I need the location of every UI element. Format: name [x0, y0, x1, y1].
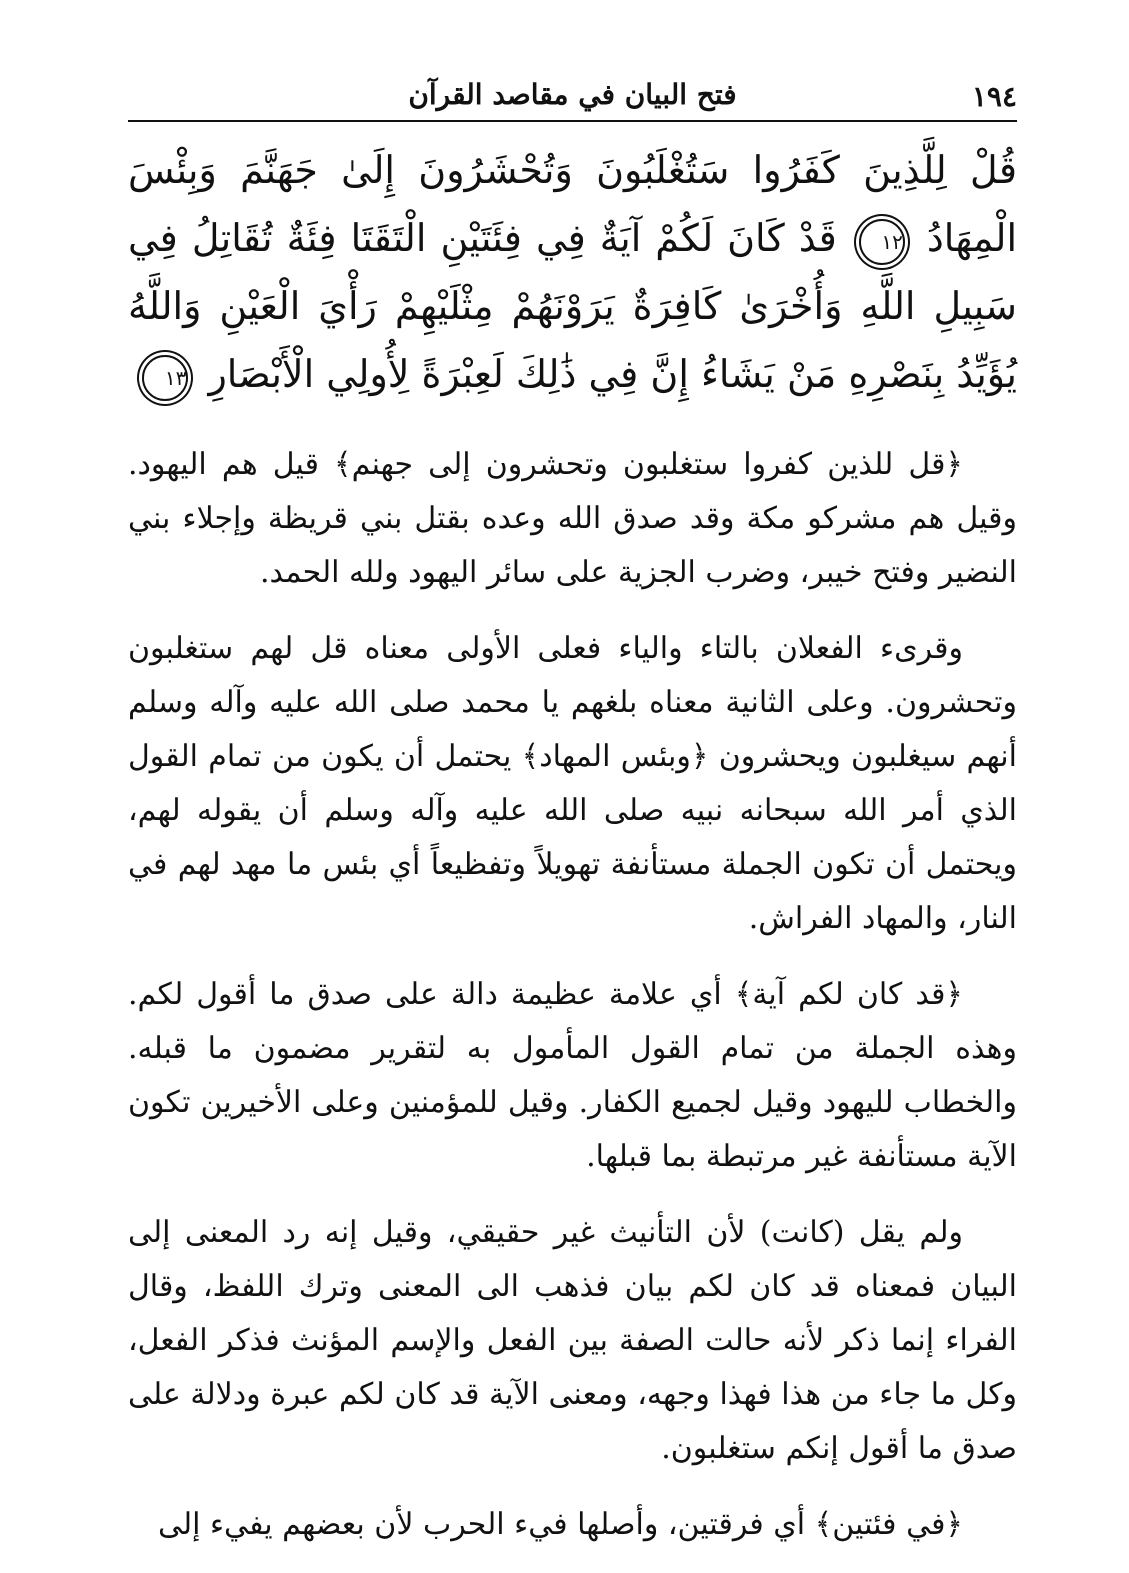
commentary: [128, 438, 1017, 1552]
commentary-paragraph-5: ﴿في فئتين﴾ أي فرقتين، وأصلها فيء الحرب لأن بعضهم يفيء إلى: [157, 1507, 963, 1542]
page-header: [128, 72, 1017, 122]
commentary-paragraph-1: ﴿قل للذين كفروا ستغلبون وتحشرون إلى جهنم﴾ قيل هم اليهود. وقيل هم مشركو مكة وقد صدق الله وعده بقتل بني قريظة وإجلاء بني النضير وفتح خيبر، وضرب الجزية على سائر اليهود ولله الحمد.: [128, 447, 1017, 590]
ayah-number-12: ١٢: [859, 219, 905, 265]
verse-12-text: قُلْ لِلَّذِينَ كَفَرُوا سَتُغْلَبُونَ وَتُحْشَرُونَ إِلَىٰ جَهَنَّمَ وَبِئْسَ الْمِهَادُ: [128, 148, 1017, 260]
page-number: ١٩٤: [971, 80, 1017, 113]
quran-verses: [128, 136, 1017, 408]
commentary-paragraph-2: وقرىء الفعلان بالتاء والياء فعلى الأولى معناه قل لهم ستغلبون وتحشرون. وعلى الثانية معناه بلغهم يا محمد صلى الله عليه وآله وسلم أنهم سيغلبون ويحشرون ﴿وبئس المهاد﴾ يحتمل أن يكون من تمام القول الذي أمر الله سبحانه نبيه صلى الله عليه وآله وسلم أن يقوله لهم، ويحتمل أن تكون الجملة مستأنفة تهويلاً وتفظيعاً أي بئس ما مهد لهم في النار، والمهاد الفراش.: [128, 631, 1017, 936]
verse-13-text: قَدْ كَانَ لَكُمْ آيَةٌ فِي فِئَتَيْنِ الْتَقَتَا فِئَةٌ تُقَاتِلُ فِي سَبِيلِ اللَّهِ وَأُخْرَىٰ كَافِرَةٌ يَرَوْنَهُمْ مِثْلَيْهِمْ رَأْيَ الْعَيْنِ وَاللَّهُ يُؤَيِّدُ بِنَصْرِهِ مَنْ يَشَاءُ إِنَّ فِي ذَٰلِكَ لَعِبْرَةً لِأُولِي الْأَبْصَارِ: [128, 216, 1017, 396]
commentary-paragraph-3: ﴿قد كان لكم آية﴾ أي علامة عظيمة دالة على صدق ما أقول لكم. وهذه الجملة من تمام القول المأمول به لتقرير مضمون ما قبله. والخطاب لليهود وقيل لجميع الكفار. وقيل للمؤمنين وعلى الأخيرين تكون الآية مستأنفة غير مرتبطة بما قبلها.: [128, 977, 1017, 1174]
commentary-paragraph-4: ولم يقل (كانت) لأن التأنيث غير حقيقي، وقيل إنه رد المعنى إلى البيان فمعناه قد كان لكم بيان فذهب الى المعنى وترك اللفظ، وقال الفراء إنما ذكر لأنه حالت الصفة بين الفعل والإسم المؤنث فذكر الفعل، وكل ما جاء من هذا فهذا وجهه، ومعنى الآية قد كان لكم عبرة ودلالة على صدق ما أقول إنكم ستغلبون.: [128, 1215, 1017, 1466]
book-page: [128, 72, 1017, 1573]
book-title: فتح البيان في مقاصد القرآن: [408, 78, 737, 111]
ayah-number-13: ١٣: [142, 355, 188, 401]
